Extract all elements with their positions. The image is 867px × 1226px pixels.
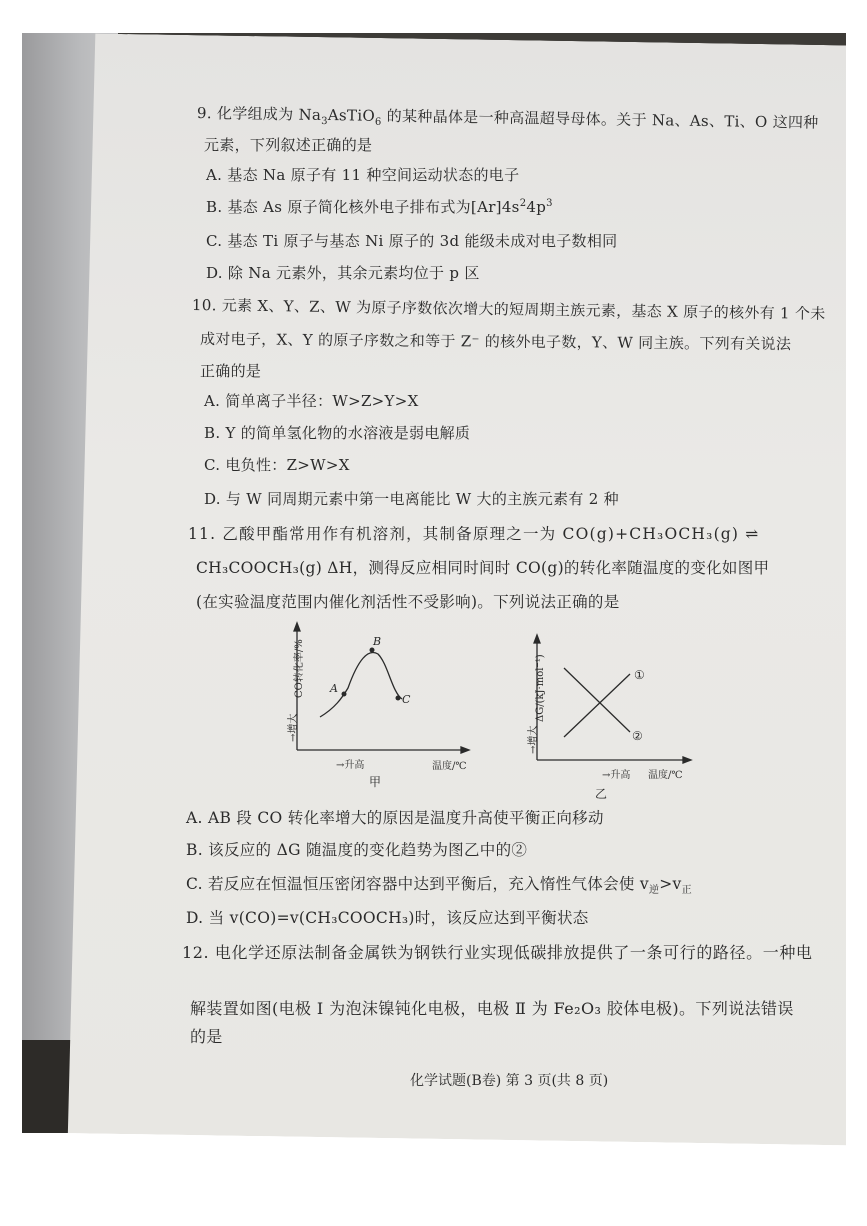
jia-label-a: A [330,682,338,695]
q10-stem-line3: 正确的是 [200,362,262,380]
q11-option-a: A. AB 段 CO 转化率增大的原因是温度升高使平衡正向移动 [186,809,604,827]
q11-stem-line2: CH₃COOCH₃(g) ΔH，测得反应相同时间时 CO(g)的转化率随温度的变化如图甲 [196,559,770,577]
q9-option-b: B. 基态 As 原子简化核外电子排布式为$[Ar]4s^24p^3$ [206,198,553,216]
q10-stem-line2: 成对电子，X、Y 的原子序数之和等于 Z⁻ 的核外电子数，Y、W 同主族。下列有关说法 [199,330,792,354]
jia-label-b: B [373,635,382,648]
yi-x-arrow-label: →升高 [602,770,631,781]
q9-stem-line1: 9. 化学组成为 $Na_3AsTiO_6$ 的某种晶体是一种高温超导母体。关于 Na、As、Ti、O 这四种 [196,104,819,132]
jia-x-label: 温度/℃ [432,761,467,772]
jia-x-arrow-label: →升高 [336,760,365,771]
q10-option-a: A. 简单离子半径：W>Z>Y>X [204,392,419,410]
yi-line-1-label: ① [634,668,645,682]
jia-x-axis-arrow [461,747,469,753]
yi-y-label: ΔG/(kJ·mol⁻¹) [535,654,546,722]
yi-line-2 [564,668,630,732]
jia-label-c: C [402,693,411,706]
q12-stem-line1: 12. 电化学还原法制备金属铁为钢铁行业实现低碳排放提供了一条可行的路径。一种电 [182,943,813,962]
yi-line-2-label: ② [632,729,643,743]
jia-y-axis-arrow [294,623,300,631]
q10-option-c: C. 电负性：Z>W>X [204,456,350,474]
q10-option-b: B. Y 的简单氢化物的水溶液是弱电解质 [204,424,471,442]
jia-y-label: CO转化率/% [294,639,305,698]
q10-option-d: D. 与 W 同周期元素中第一电离能比 W 大的主族元素有 2 种 [204,490,619,508]
q12-stem-line2: 解装置如图(电极 Ⅰ 为泡沫镍钝化电极，电极 Ⅱ 为 Fe₂O₃ 胶体电极)。下列说法错误 [190,999,794,1018]
q11-option-c: C. 若反应在恒温恒压密闭容器中达到平衡后，充入惰性气体会使 $v_逆>v_正$ [186,875,692,897]
yi-y-axis-arrow [534,635,540,643]
jia-point-b [370,648,375,653]
q9-option-a: A. 基态 Na 原子有 11 种空间运动状态的电子 [206,166,520,184]
jia-point-c [396,696,401,701]
yi-x-axis-arrow [683,757,691,763]
q11-option-b: B. 该反应的 ΔG 随温度的变化趋势为图乙中的② [186,841,528,859]
yi-y-arrow-label: →增大 [528,725,539,754]
figure-jia [280,620,480,795]
q11-option-d: D. 当 v(CO)=v(CH₃COOCH₃)时，该反应达到平衡状态 [186,909,589,927]
page-footer: 化学试题(B卷) 第 3 页(共 8 页) [410,1073,609,1089]
yi-x-label: 温度/℃ [648,770,683,781]
jia-y-arrow-label: →增大 [288,713,299,742]
q12-stem-line3: 的是 [190,1027,223,1046]
yi-caption: 乙 [595,787,608,801]
q9-option-d: D. 除 Na 元素外，其余元素均位于 p 区 [206,264,480,282]
q10-stem-line1: 10. 元素 X、Y、Z、W 为原子序数依次增大的短周期主族元素，基态 X 原子的核外有 1 个未 [191,296,826,323]
figure-yi [520,632,700,807]
jia-point-a [342,692,347,697]
yi-line-1 [564,674,630,737]
jia-caption: 甲 [369,775,382,789]
q11-stem-line3: (在实验温度范围内催化剂活性不受影响)。下列说法正确的是 [196,593,620,611]
q11-stem-line1: 11. 乙酸甲酯常用作有机溶剂，其制备原理之一为 CO(g)+CH₃OCH₃(g) ⇌ [188,525,760,543]
q9-option-c: C. 基态 Ti 原子与基态 Ni 原子的 3d 能级未成对电子数相同 [206,232,618,250]
q9-stem-line2: 元素，下列叙述正确的是 [204,136,373,154]
